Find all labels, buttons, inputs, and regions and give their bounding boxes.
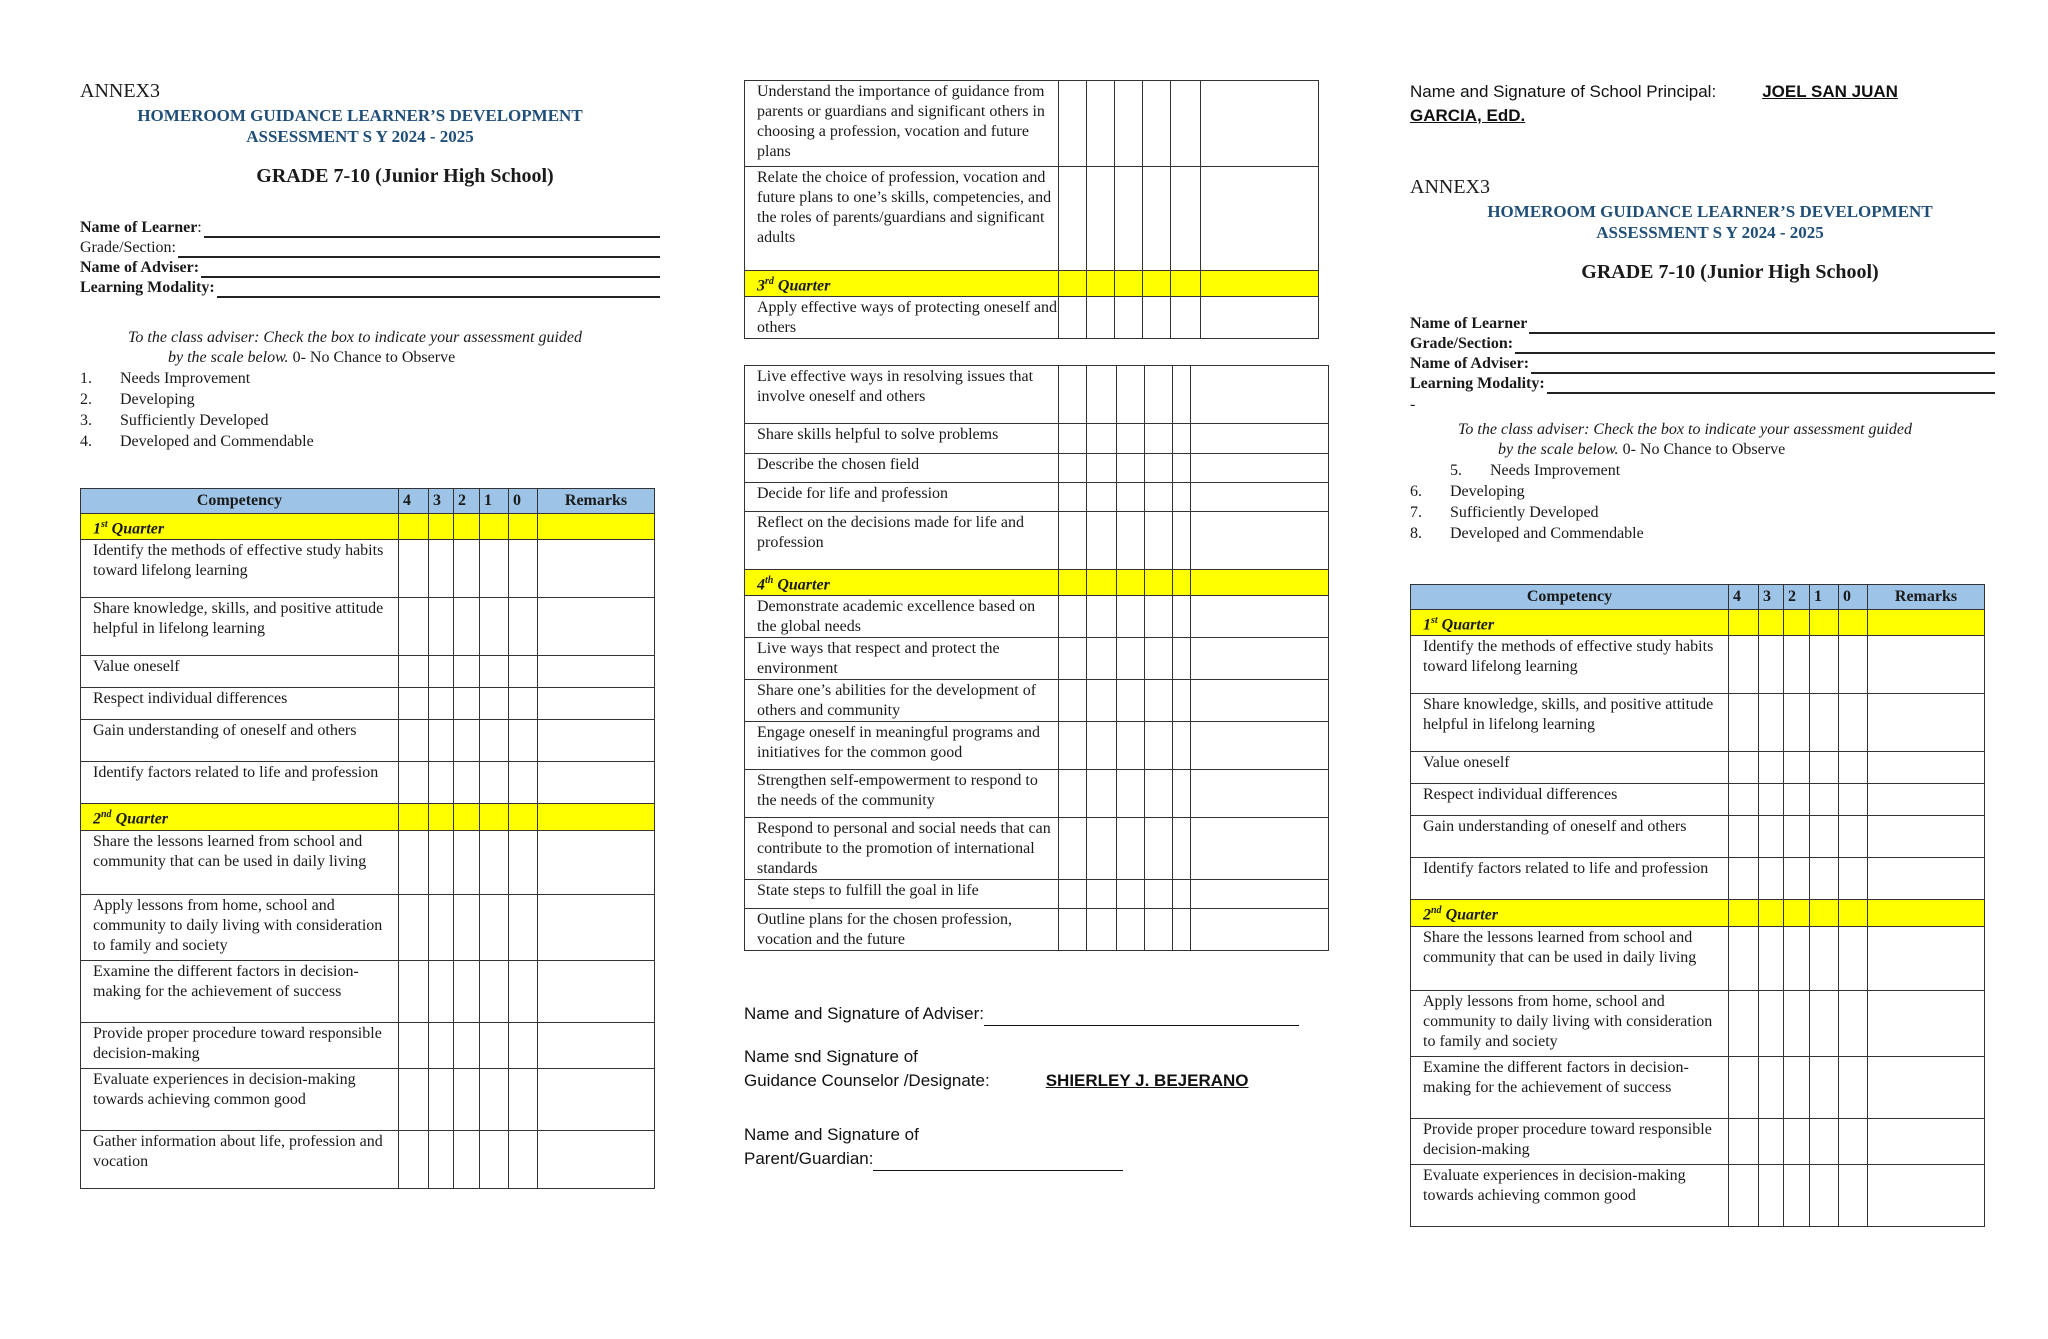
grade-heading: GRADE 7-10 (Junior High School) [1581, 261, 1879, 283]
quarter-row-1: 1st Quarter [81, 514, 655, 540]
annex-label: ANNEX3 [1410, 176, 1490, 198]
adviser-instruction: To the class adviser: Check the box to indicate your assessment guided by the scale below. 0- No Chance to Observe [128, 329, 582, 366]
table-row: Provide proper procedure toward responsible decision-making [1411, 1118, 1985, 1164]
rating-scale [1410, 460, 2010, 544]
section-field[interactable]: Grade/Section: [80, 238, 660, 258]
quarter-row-3: 3rd Quarter [745, 271, 1319, 297]
table-row: Respect individual differences [81, 688, 655, 720]
grade-heading: GRADE 7-10 (Junior High School) [256, 165, 554, 187]
adviser-signature[interactable]: Name and Signature of Adviser: [744, 1002, 1299, 1026]
form-title: HOMEROOM GUIDANCE LEARNER’S DEVELOPMENT ASSESSMENT S Y 2024 - 2025 [137, 106, 583, 146]
competency-table-middle-a [744, 80, 1319, 339]
principal-name: JOEL SAN JUAN [1762, 82, 1898, 101]
modality-field[interactable]: Learning Modality: [80, 278, 660, 298]
table-row: Share knowledge, skills, and positive attitude helpful in lifelong learning [81, 598, 655, 656]
competency-table-left [80, 488, 655, 1189]
scale-item: 5. Needs Improvement [1450, 462, 1621, 479]
left-page [80, 80, 660, 452]
table-header: Competency 4 3 2 1 0 Remarks [81, 489, 655, 514]
table-row: Apply lessons from home, school and community to daily living with consideration to family and society [1411, 990, 1985, 1056]
table-row: Respect individual differences [1411, 784, 1985, 816]
table-row: Gain understanding of oneself and others [81, 720, 655, 762]
quarter-row-1: 1st Quarter [1411, 610, 1985, 636]
table-row: Understand the importance of guidance from parents or guardians and significant others in choosing a profession, vocation and future plans [745, 81, 1319, 167]
quarter-row-4: 4th Quarter [745, 570, 1329, 596]
table-row: Live ways that respect and protect the environment [745, 638, 1329, 680]
table-row: Live effective ways in resolving issues that involve oneself and others [745, 366, 1329, 424]
quarter-row-2: 2nd Quarter [81, 804, 655, 830]
table-row: Gain understanding of oneself and others [1411, 816, 1985, 858]
principal-signature[interactable]: Name and Signature of School Principal: JOEL SAN JUAN GARCIA, EdD. [1410, 82, 1898, 125]
competency-table-middle-b [744, 365, 1329, 951]
quarter-row-2: 2nd Quarter [1411, 900, 1985, 926]
table-row: Value oneself [1411, 752, 1985, 784]
right-page: ANNEX3 HOMEROOM GUIDANCE LEARNER’S DEVELOPMENT ASSESSMENT S Y 2024 - 2025 GRADE 7-10 (Junior High School) Name of Learner Grade/Section: Name of Adviser: Learning Modality: - To the class adviser: Check the box to indicate your assessment guided by the scale below. 0- No Chance to Observe 5. Needs Improvement 6. Developing 7. Sufficiently Developed 8. Developed and Commendable [1410, 176, 2010, 544]
table-header: Competency 4 3 2 1 0 Remarks [1411, 585, 1985, 610]
section-field[interactable]: Grade/Section: [1410, 334, 1995, 354]
table-row: Identify the methods of effective study habits toward lifelong learning [81, 540, 655, 598]
scale-item: 2. Developing [80, 391, 195, 408]
scale-item: 8. Developed and Commendable [1410, 525, 1644, 542]
adviser-field[interactable]: Name of Adviser: [1410, 354, 1995, 374]
scale-item: 4. Developed and Commendable [80, 433, 314, 450]
table-row: State steps to fulfill the goal in life [745, 880, 1329, 909]
table-row: Apply lessons from home, school and community to daily living with consideration to family and society [81, 894, 655, 960]
table-row: Reflect on the decisions made for life and profession [745, 512, 1329, 570]
competency-table-right [1410, 584, 1985, 1227]
parent-signature[interactable]: Name and Signature of Parent/Guardian: [744, 1123, 1123, 1171]
scale-item: 1. Needs Improvement [80, 370, 251, 387]
table-row: Outline plans for the chosen profession, vocation and the future [745, 909, 1329, 951]
table-row: Share skills helpful to solve problems [745, 424, 1329, 454]
adviser-field[interactable]: Name of Adviser: [80, 258, 660, 278]
table-row: Strengthen self-empowerment to respond to the needs of the community [745, 770, 1329, 818]
scale-item: 7. Sufficiently Developed [1410, 504, 1599, 521]
counselor-name: SHIERLEY J. BEJERANO [1045, 1071, 1249, 1090]
table-row: Evaluate experiences in decision-making towards achieving common good [81, 1068, 655, 1130]
scale-item: 3. Sufficiently Developed [80, 412, 269, 429]
table-row: Evaluate experiences in decision-making towards achieving common good [1411, 1164, 1985, 1226]
table-row: Identify the methods of effective study habits toward lifelong learning [1411, 636, 1985, 694]
annex-label: ANNEX3 [80, 80, 160, 102]
modality-field[interactable]: Learning Modality: [1410, 374, 1995, 394]
table-row: Share knowledge, skills, and positive attitude helpful in lifelong learning [1411, 694, 1985, 752]
table-row: Relate the choice of profession, vocation and future plans to one’s skills, competencies, and the roles of parents/guardians and significant adults [745, 167, 1319, 271]
table-row: Share the lessons learned from school and community that can be used in daily living [81, 830, 655, 894]
adviser-instruction: To the class adviser: Check the box to indicate your assessment guided by the scale below. 0- No Chance to Observe [1458, 421, 1912, 458]
counselor-signature[interactable]: Name snd Signature of Guidance Counselor /Designate: SHIERLEY J. BEJERANO [744, 1047, 1249, 1090]
table-row: Identify factors related to life and profession [81, 762, 655, 804]
table-row: Examine the different factors in decision-making for the achievement of success [1411, 1056, 1985, 1118]
form-title: HOMEROOM GUIDANCE LEARNER’S DEVELOPMENT ASSESSMENT S Y 2024 - 2025 [1487, 202, 1933, 242]
table-row: Identify factors related to life and profession [1411, 858, 1985, 900]
table-row: Share one’s abilities for the development of others and community [745, 680, 1329, 722]
learner-field[interactable]: Name of Learner : [80, 218, 660, 238]
rating-scale [80, 368, 660, 452]
table-row: Examine the different factors in decision-making for the achievement of success [81, 960, 655, 1022]
table-row: Engage oneself in meaningful programs and initiatives for the common good [745, 722, 1329, 770]
learner-field[interactable]: Name of Learner [1410, 314, 1995, 334]
table-row: Decide for life and profession [745, 483, 1329, 512]
table-row: Provide proper procedure toward responsible decision-making [81, 1022, 655, 1068]
table-row: Gather information about life, profession and vocation [81, 1130, 655, 1188]
table-row: Demonstrate academic excellence based on the global needs [745, 596, 1329, 638]
table-row: Respond to personal and social needs that can contribute to the promotion of international standards [745, 818, 1329, 880]
table-row: Share the lessons learned from school and community that can be used in daily living [1411, 926, 1985, 990]
table-row: Apply effective ways of protecting oneself and others [745, 297, 1319, 339]
table-row: Value oneself [81, 656, 655, 688]
scale-item: 6. Developing [1410, 483, 1525, 500]
table-row: Describe the chosen field [745, 454, 1329, 483]
